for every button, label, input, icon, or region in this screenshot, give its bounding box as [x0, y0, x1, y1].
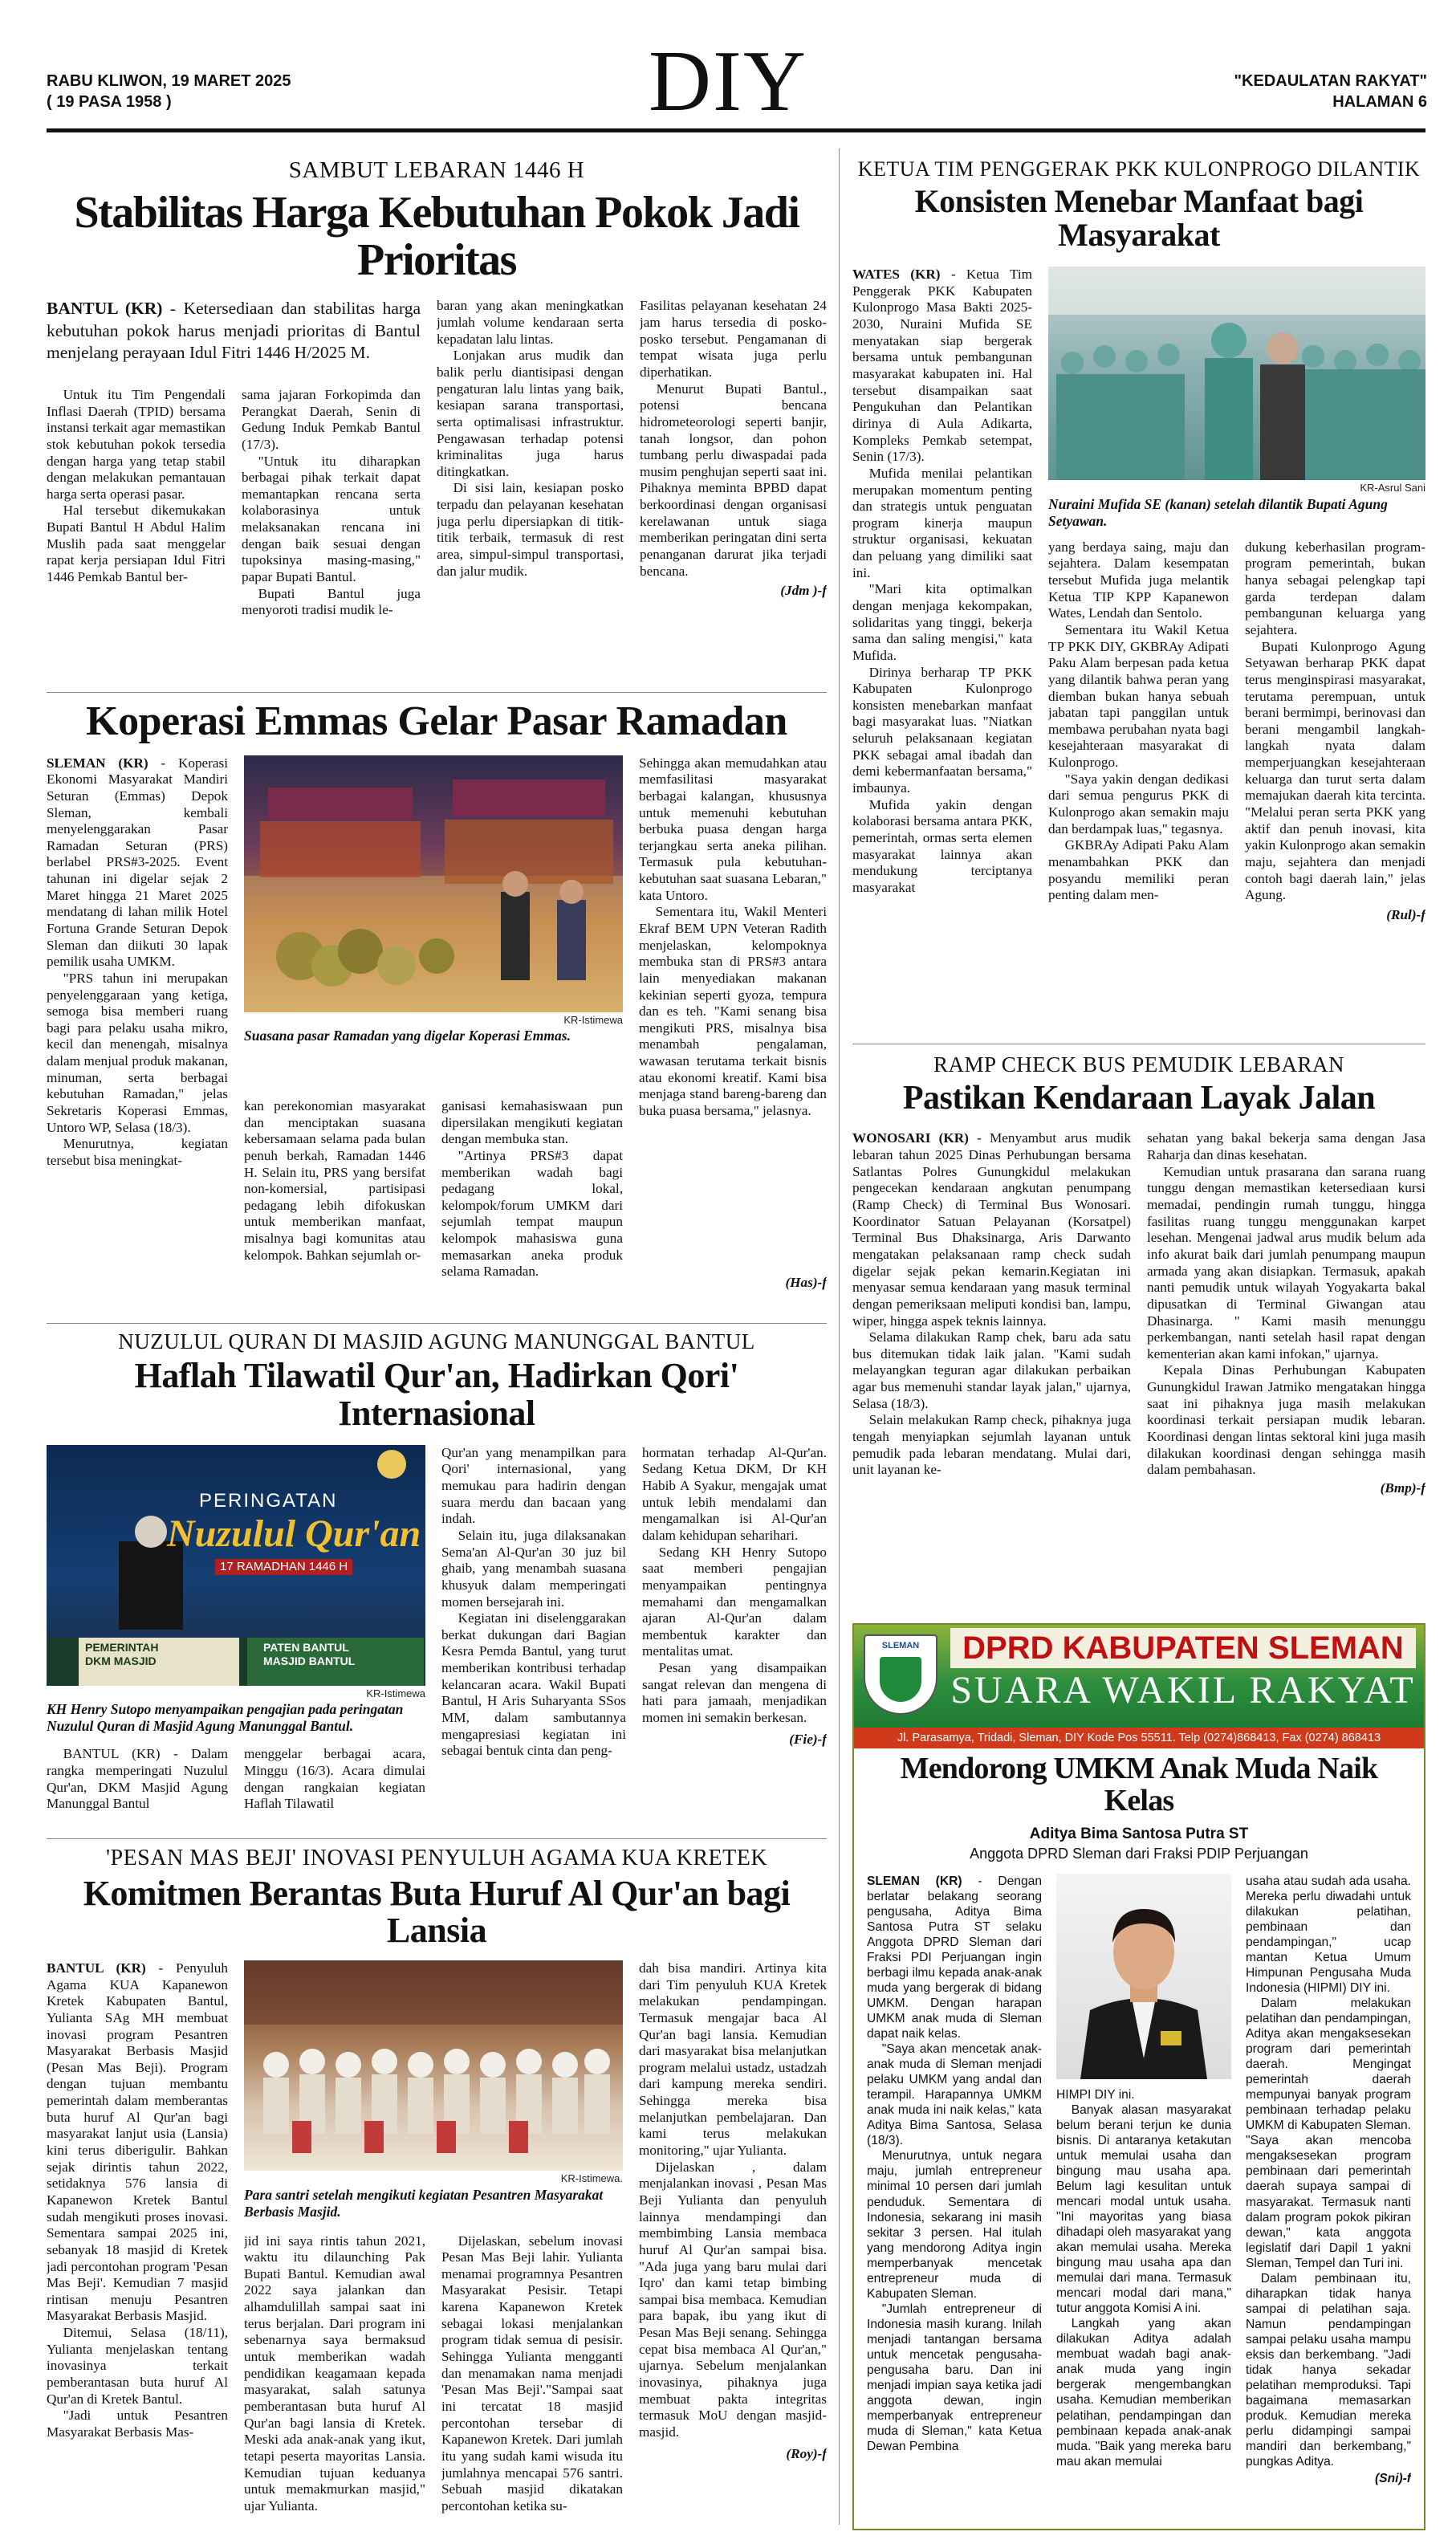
text-column: [852, 1130, 1131, 1496]
paragraph: yang berdaya saing, maju dan sejahtera. Dalam kesempatan tersebut Mufida juga melantik Ketua TIP KPP Kapanewon Wates, Lendah dan Sentolo.: [1048, 539, 1229, 621]
text-column: [1056, 2087, 1231, 2469]
article-headline: Komitmen Berantas Buta Huruf Al Qur'an bagi Lansia: [83, 1873, 791, 1950]
paragraph: "PRS tahun ini merupakan penyelenggaraan yang ketiga, semoga bisa memberi ruang bagi para pelaku usaha mikro, kecil dan menengah, misalnya dalam menjual produk makanan, minuman, serta berbagai kebutuhan Ramadan," jelas Sekretaris Koperasi Emmas, Untoro WP, Selasa (18/3).: [47, 970, 228, 1135]
paragraph: Kepala Dinas Perhubungan Kabupaten Gunungkidul Irawan Jatmiko mengatakan hingga saat ini pihaknya juga masih melakukan koordinasi terkait persiapan mudik lebaran. Koordinasi dengan lintas sektoral kini juga masih dilakukan koordinasi dengan sehingga masih dalam pembahasan.: [1147, 1362, 1425, 1478]
paragraph: usaha atau sudah ada usaha. Mereka perlu diwadahi untuk dilakukan pelatihan, pembinaan dan pendampingan," ucap mantan Ketua Umum Himpunan Pengusaha Muda Indonesia (HIPMI) DIY ini.: [1246, 1874, 1411, 1996]
paragraph: Ditemui, Selasa (18/11), Yulianta menjelaskan tentang inovasinya terkait pemberantasan buta huruf Al Qur'an di Kretek Bantul.: [47, 2325, 228, 2407]
section-title: DIY: [649, 34, 807, 129]
article-headline: Stabilitas Harga Kebutuhan Pokok Jadi Prioritas: [74, 187, 799, 285]
article-pesan-mas-beji: [47, 1845, 827, 2527]
paragraph: Selain itu, juga dilaksanakan Sema'an Al-Qur'an 30 juz bil ghaib, yang menambah suasana khusyuk dalam memperingati momen bersejarah ini.: [441, 1527, 626, 1610]
paragraph: Bupati Bantul juga menyoroti tradisi mudik le-: [242, 585, 421, 618]
banner-footer-line: MASJID BANTUL: [263, 1654, 356, 1667]
logo-shield: [880, 1657, 921, 1702]
paragraph: sehatan yang bakal bekerja sama dengan Jasa Raharja dan dinas kesehatan.: [1147, 1130, 1425, 1163]
dateline: WONOSARI (KR): [852, 1130, 969, 1146]
article-ramp-check: [852, 1052, 1425, 1598]
author-sign: (Has)-f: [785, 1275, 827, 1290]
paragraph: "Jumlah entrepreneur di Indonesia masih kurang. Inilah menjadi tantangan bersama untuk mencetak pengusaha-pengusaha baru. Dan ini menjadi impian saya ketika jadi anggota dewan, ingin memperbanyak entrepreneur muda di Sleman," kata Ketua Dewan Pembina: [867, 2302, 1042, 2453]
text-column: [441, 2233, 623, 2515]
text-column: [244, 2233, 425, 2515]
paragraph: Di sisi lain, kesiapan posko terpadu dan pelayanan kesehatan juga perlu dipersiapkan di titik-titik terbaik, termasuk di rest area, simpul-simpul transportasi, dan jalur mudik.: [437, 480, 624, 579]
paragraph: WATES (KR) - Ketua Tim Penggerak PKK Kabupaten Kulonprogo Masa Bakti 2025-2030, Nuraini Mufida SE menyatakan siap bergerak bersama untuk pembangunan masyarakat kabupaten ini. Hal tersebut disampaikan saat Pengukuhan dan Pelantikan dirinya di Aula Adikarta, Kompleks Pemkab setempat, Senin (17/3).: [852, 267, 1032, 465]
photo-caption: Para santri setelah mengikuti kegiatan Pesantren Masyarakat Berbasis Masjid.: [244, 2186, 604, 2220]
page-number: HALAMAN 6: [1332, 93, 1427, 111]
paragraph: Qur'an yang menampilkan para Qori' internasional, yang memukau para hadirin dengan suara merdu dan bacaan yang indah.: [441, 1444, 626, 1527]
banner-footer-left: [85, 1641, 159, 1668]
article-headline: Haflah Tilawatil Qur'an, Hadirkan Qori' Internasional: [134, 1356, 739, 1433]
sleman-logo-icon: [864, 1634, 937, 1715]
text-column: [437, 298, 624, 619]
article-koperasi: [47, 697, 827, 1319]
issue-pasa-text: ( 19 PASA 1958 ): [47, 93, 172, 111]
paragraph: Untuk itu Tim Pengendali Inflasi Daerah (TPID) bersama instansi terkait agar memastikan stok kebutuhan pokok tersedia dengan harga yang tetap stabil dengan melakukan pemantauan harga serta operasi pasar.: [47, 386, 226, 502]
dateline: WATES (KR): [852, 267, 941, 283]
article-divider: [47, 692, 827, 693]
article-kicker: 'PESAN MAS BEJI' INOVASI PENYULUH AGAMA KUA KRETEK: [105, 1846, 768, 1870]
paragraph: BANTUL (KR) - Penyuluh Agama KUA Kapanewon Kretek Kabupaten Bantul, Yulianta SAg MH membuat inovasi program Pesantren Masyarakat Berbasis Masjid (Pesan Mas Beji). Program dengan tujuan membantu pemerintah dalam memberantas buta huruf Al Qur'an bagi masyarakat lanjut usia (Lansia) kini terus diberigulir. Bahkan sejak dirintis tahun 2022, setidaknya 576 lansia di Kapanewon Kretek Bantul sudah mengikuti proses inovasi. Sementara sampai 2025 ini, sebanyak 18 masjid di Kretek jadi percontohan program 'Pesan Mas Beji'. Kemudian 7 masjid rintisan menuju Pesantren Masyarakat Berbasis Masjid.: [47, 1960, 228, 2324]
market-photo: [244, 755, 623, 1012]
paragraph: Langkah yang akan dilakukan Aditya adalah membuat wadah bagi anak-anak muda yang ingin bergerak mengembangkan usaha. Kemudian memberikan pelatihan, pendampingan dan pembinaan kepada anak-anak muda. "Baik yang mereka baru mau akan memulai: [1056, 2317, 1231, 2469]
text-column: [47, 755, 228, 1170]
text-column: [244, 1098, 425, 1280]
article-kicker: SAMBUT LEBARAN 1446 H: [288, 157, 585, 183]
paragraph: WONOSARI (KR) - Menyambut arus mudik lebaran tahun 2025 Dinas Perhubungan bersama Satlantas Polres Gunungkidul melakukan pengecekan kendaraan angkutan penumpang (Ramp Check) di Terminal Bus Wonosari. Koordinator Satuan Pelayanan (Korsatpel) Terminal Bus Dhaksinarga, Aris Darwanto mengatakan pelaksanaan ramp check sudah digelar sejak pekan kemarin.Kegiatan ini menyasar semua kendaraan yang masuk terminal dengan pemeriksaan meliputi kondisi ban, lampu, wiper, hingga aspek teknis lainnya.: [852, 1130, 1131, 1329]
byline-name: Aditya Bima Santosa Putra ST: [1029, 1825, 1249, 1842]
photo-caption: Nuraini Mufida SE (kanan) setelah dilantik Bupati Agung Setyawan.: [1048, 495, 1388, 529]
photo-caption: KH Henry Sutopo menyampaikan pengajian pada peringatan Nuzulul Quran di Masjid Agung Manunggal Bantul.: [47, 1701, 404, 1735]
article-headline: Mendorong UMKM Anak Muda Naik Kelas: [900, 1752, 1378, 1817]
paragraph: SLEMAN (KR) - Dengan berlatar belakang seorang pengusaha, Aditya Bima Santosa Putra ST selaku Anggota DPRD Sleman dari Fraksi PDI Perjuangan ingin berbagi ilmu kepada anak-anak muda yang bergerak di bidang UMKM. Dengan harapan UMKM anak muda di Sleman dapat naik kelas.: [867, 1874, 1042, 2041]
santri-photo: [244, 1960, 623, 2171]
paragraph: jid ini saya rintis tahun 2021, waktu itu dilaunching Pak Bupati Bantul. Kemudian awal 2022 saya jalankan dan alhamdulillah sampai saat ini terus berjalan. Dari program ini sebenarnya saya bermaksud untuk memberikan wadah pendidikan keagamaan kepada masyarakat, salah satunya pemberantasan buta huruf Al Qur'an bagi lansia di Kretek. Meski ada anak-anak yang ikut, tetapi peserta mayoritas Lansia. Kemudian tujuan keduanya untuk memakmurkan masjid," ujar Yulianta.: [244, 2233, 425, 2513]
paragraph: Banyak alasan masyarakat belum berani terjun ke dunia bisnis. Di antaranya ketakutan untuk memulai usaha dan bingung mau usaha apa. Belum lagi kesulitan untuk mencari modal untuk usaha. "Ini mayoritas yang biasa dihadapi oleh masyarakat yang akan memulai usaha. Mereka bingung mau usaha apa dan memulai dari mana. Termasuk mencari modal dari mana," tutur anggota Komisi A ini.: [1056, 2103, 1231, 2316]
paragraph: Bupati Kulonprogo Agung Setyawan berharap PKK dapat terus menginspirasi masyarakat, terutama perempuan, untuk berani bermimpi, berinovasi dan berani mengambil langkah-langkah nyata dalam memperjuangkan kesejahteraan keluarga dan turut serta dalam memajukan daerah kita tercinta. "Melalui peran serta PKK yang aktif dan penuh inovasi, kita yakin Kulonprogo akan semakin maju, sejahtera dan menjadi contoh bagi daerah lain," jelas Agung.: [1245, 638, 1425, 903]
text-column: [47, 1746, 228, 1813]
paragraph: dukung keberhasilan program-program pemerintah, bukan hanya sebagai pelengkap tapi garda terdepan dalam pembangunan keluarga yang sejahtera.: [1245, 539, 1425, 637]
paragraph: "Artinya PRS#3 dapat memberikan wadah bagi pedagang lokal, kelompok/forum UMKM dari sejumlah tempat maupun kelompok mahasiswa guna memasarkan aneka produk selama Ramadan.: [441, 1147, 623, 1280]
paragraph: "Untuk itu diharapkan berbagai pihak terkait dapat memantapkan rencana serta kolaborasinya untuk melaksanakan rencana ini dengan baik sesuai dengan tupoksinya masing-masing," papar Bupati Bantul.: [242, 453, 421, 584]
photo-credit: KR-Asrul Sani: [1360, 482, 1425, 495]
santri-scene-svg: [244, 1960, 623, 2171]
dateline: SLEMAN (KR): [47, 755, 148, 771]
text-column: [852, 267, 1032, 923]
dprd-advertorial: [852, 1623, 1425, 2530]
photo-credit: KR-Istimewa.: [560, 2171, 623, 2184]
paragraph: "Saya yakin dengan dedikasi dari semua pengurus PKK di Kulonprogo akan semakin maju dan berdampak luas," tegasnya.: [1048, 771, 1229, 836]
paragraph: Kegiatan ini diselenggarakan berkat dukungan dari Bagian Kesra Pemda Bantul, yang turut memberikan kontribusi terhadap kelancaran acara. Wakil Bupati Bantul, H Aris Suharyanta SSos MM, dalam sambutannya mengapresiasi kegiatan ini sebagai bentuk cinta dan peng-: [441, 1610, 626, 1759]
paragraph: Selain melakukan Ramp check, pihaknya juga tengah menyiapkan sejumlah layanan untuk pemudik pada lebaran mendatang. Mulai dari, unit layanan ke-: [852, 1412, 1131, 1478]
paragraph: Menurut Bupati Bantul., potensi bencana hidrometeorologi seperti banjir, tanah longsor, dan pohon tumbang perlu diwaspadai pada musim penghujan seperti saat ini. Pihaknya meminta BPBD dapat berkoordinasi dengan organisasi kerelawanan untuk siaga memberikan peringatan dini serta penanganan darurat jika terjadi bencana.: [640, 381, 827, 579]
author-sign: (Fie)-f: [789, 1731, 827, 1747]
photo-caption: Suasana pasar Ramadan yang digelar Koperasi Emmas.: [244, 1028, 571, 1044]
pkk-photo: [1048, 267, 1425, 480]
paragraph: Mufida menilai pelantikan merupakan momentum penting dan strategis untuk penguatan program kinerja maupun struktur organisasi, kekuatan dan peluang yang dimiliki saat ini.: [852, 465, 1032, 580]
paragraph: sama jajaran Forkopimda dan Perangkat Daerah, Senin di Gedung Induk Pemkab Bantul (17/3).: [242, 386, 421, 452]
paragraph: HIMPI DIY ini.: [1056, 2088, 1135, 2102]
text-column: [642, 1445, 827, 1813]
dprd-subtitle: SUARA WAKIL RAKYAT: [950, 1669, 1416, 1712]
paragraph: Dijelaskan , dalam menjalankan inovasi , Pesan Mas Beji Yulianta dan penyuluh lainnya mendampingi dan membimbing Lansia membaca huruf Al Qur'an sampai bisa. "Ada juga yang baru mulai dari Iqro' dan kami tetap bimbing sampai bisa membaca. Kemudian para bapak, ibu yang ikut di Pesan Mas Beji senang. Sehingga cepat bisa membaca Al Qur'an," ujarnya. Sebelum menjalankan inovasinya, pihaknya juga membuat pakta integritas termasuk MoU dengan masjid-masjid.: [639, 2159, 827, 2440]
paragraph: Hal tersebut dikemukakan Bupati Bantul H Abdul Halim Muslih pada saat menggelar rapat kerja persiapan Idul Fitri 1446 Pemkab Bantul ber-: [47, 503, 226, 584]
banner-date: 17 RAMADHAN 1446 H: [215, 1559, 352, 1575]
banner-footer-right: [263, 1641, 355, 1668]
dateline: BANTUL (KR): [47, 299, 163, 319]
author-sign: (Roy)-f: [786, 2445, 827, 2461]
text-column: [47, 387, 226, 619]
byline-role: Anggota DPRD Sleman dari Fraksi PDIP Perjuangan: [970, 1845, 1308, 1862]
paragraph: Fasilitas pelayanan kesehatan 24 jam harus tersedia di posko-posko tersebut. Pengamanan di tempat wisata juga perlu diperhatikan.: [640, 298, 827, 380]
paragraph: Sehingga akan memudahkan atau memfasilitasi masyarakat berbagai kalangan, khususnya untuk memenuhi kebutuhan berbuka puasa dengan harga terjangkau serta aneka pilihan. Termasuk pula kebutuhan-kebutuhan saat suasana Lebaran," kata Untoro.: [639, 755, 827, 903]
article-divider: [47, 1323, 827, 1324]
paragraph: SLEMAN (KR) - Koperasi Ekonomi Masyarakat Mandiri Seturan (Emmas) Depok Sleman, kembali menyelenggarakan Pasar Ramadan Seturan (PRS) berlabel PRS#3-2025. Event tahunan ini digelar sejak 2 Maret hingga 21 Maret 2025 mendatang di lahan milik Hotel Fortuna Grande Seturan Depok Sleman dan diikuti 30 lapak pemilik usaha UMKM.: [47, 755, 228, 970]
text-column: [640, 298, 827, 619]
paragraph: ganisasi kemahasiswaan pun dipersilakan mengikuti kegiatan dengan membuka stan.: [441, 1098, 623, 1147]
paragraph: Sementara itu, Wakil Menteri Ekraf BEM UPN Veteran Radith menjelaskan, kelompoknya membuka stan di PRS#3 antara lain menyediakan makanan kekinian seperti gyoza, tempura dan es teh. "Kami senang bisa mengikuti PRS, misalnya bisa menambah pengalaman, wawasan terutama terkait bisnis atau ekonomi kreatif. Kami bisa menjaga stand bareng-bareng dan buka puasa bersama," jelasnya.: [639, 904, 827, 1119]
paragraph: Sementara itu Wakil Ketua TP PKK DIY, GKBRAy Adipati Paku Alam berpesan pada ketua yang dilantik bahwa peran yang diemban bukan hanya sebuah jabatan tapi panggilan untuk membawa perubahan nyata bagi kesejahteraan masyarakat di Kulonprogo.: [1048, 621, 1229, 771]
dprd-banner: [854, 1625, 1424, 1728]
banner-footer-line: DKM MASJID: [85, 1654, 157, 1667]
paragraph: "Saya akan mencetak anak-anak muda di Sleman menjadi pelaku UMKM yang andal dan terampil. Harapannya UMKM anak muda ini naik kelas," kata Aditya Bima Santosa, Selasa (18/3).: [867, 2042, 1042, 2148]
paragraph: Menurutnya, kegiatan tersebut bisa meningkat-: [47, 1136, 228, 1168]
text-column: [639, 755, 827, 1170]
article-headline: Pastikan Kendaraan Layak Jalan: [902, 1080, 1376, 1117]
paragraph: Kemudian untuk prasarana dan sarana ruang tunggu dengan memastikan ketersediaan kursi memadai, pendingin rumah tunggu, hingga fasilitas ruang tunggu menggunakan karpet lesehan. Mengenai jadwal arus mudik belum ada info akurat baik dari jumlah penumpang maupun armada yang akan disiapkan. Termasuk, apakah nanti pemudik untuk wilayah Yogyakarta bakal dipusatkan di Terminal Giwangan atau Dhasinarga. " Kami masih menunggu perkembangan, nanti setelah hasil rapat dengan kementerian akan kami infokan," ujarnya.: [1147, 1163, 1425, 1362]
paragraph: dah bisa mandiri. Artinya kita dari Tim penyuluh KUA Kretek melakukan pendampingan. Termasuk mengajar baca Al Qur'an bagi lansia. Kemudian dari masyarakat bisa melanjutkan program melalui ustadz, ustadzah dari kampung mereka sendiri. Sehingga mereka bisa melanjutkan pembelajaran. Dan kami terus melakukan monitoring," ujar Yulianta.: [639, 1960, 827, 2159]
dprd-address: Jl. Parasamya, Tridadi, Sleman, DIY Kode Pos 55511. Telp (0274)868413, Fax (0274) 868413: [854, 1728, 1424, 1748]
banner-footer-line: PEMERINTAH: [85, 1640, 159, 1654]
paragraph: "Mari kita optimalkan dengan menjaga kekompakan, solidaritas yang tinggi, bekerja sama dan saling mengisi," kata Mufida.: [852, 581, 1032, 663]
paragraph: Dijelaskan, sebelum inovasi Pesan Mas Beji lahir. Yulianta menamai programnya Pesantren Masyarakat Pesisir. Tetapi karena Kapanewon Kretek sebagai lokasi menjalankan program tidak semua di pesisir. Sehingga Yulianta mengganti dan menamakan nama menjadi 'Pesan Mas Beji'."Sampai saat ini tercatat 18 masjid percontohan tersebar di Kapanewon Kretek. Dari jumlah itu yang sudah kami wisuda itu jumlahnya mencapai 576 santri. Sebuah masjid dikatakan percontohan ketika su-: [441, 2233, 623, 2513]
issue-date-text: RABU KLIWON, 19 MARET 2025: [47, 72, 291, 90]
text-column: [1245, 539, 1425, 924]
text-column: [867, 1874, 1042, 2486]
dateline: SLEMAN (KR): [867, 1874, 962, 1889]
text-column: [441, 1098, 623, 1280]
article-nuzulul: [47, 1329, 827, 1838]
article-lead: [47, 298, 421, 364]
aditya-portrait: [1056, 1874, 1231, 2079]
text-column: [242, 387, 421, 619]
paragraph: Mufida yakin dengan kolaborasi bersama antara PKK, pemerintah, ormas serta elemen masyarakat lainnya akan mendukung terciptanya masyarakat: [852, 796, 1032, 895]
author-sign: (Bmp)-f: [1380, 1480, 1425, 1496]
paragraph: kan perekonomian masyarakat dan menciptakan suasana kebersamaan selama pada bulan penuh berkah, Ramadan 1446 H. Selain itu, PRS yang bersifat non-komersial, partisipasi pedagang lebih difokuskan untuk memberikan manfaat, misalnya bagi komunitas atau kelompok. Bahkan sejumlah or-: [244, 1098, 425, 1263]
paragraph: Dalam pembinaan itu, diharapkan tidak hanya sampai di pelatihan saja. Namun pendampingan sampai pelaku usaha mampu eksis dan berkembang. "Jadi tidak hanya sekadar pelatihan memproduksi. Tapi bagaimana memasarkan produk. Kemudian mereka perlu didampingi sampai mandiri dan berkembang," pungkas Aditya.: [1246, 2271, 1411, 2469]
banner-footer-line: PATEN BANTUL: [263, 1640, 349, 1654]
article-pkk: [852, 157, 1425, 1040]
article-kicker: RAMP CHECK BUS PEMUDIK LEBARAN: [933, 1052, 1345, 1077]
article-divider: [47, 1838, 827, 1839]
article-stabilitas: [47, 157, 827, 686]
text-column: [47, 1960, 228, 2514]
author-sign: (Jdm )-f: [780, 583, 827, 599]
banner-title: Nuzulul Qur'an: [167, 1512, 421, 1555]
market-scene-svg: [244, 755, 623, 1012]
pkk-scene-svg: [1048, 267, 1425, 480]
author-sign: (Rul)-f: [1386, 906, 1425, 922]
newspaper-motto: "KEDAULATAN RAKYAT": [1234, 72, 1427, 90]
dateline: BANTUL (KR): [47, 1960, 146, 1976]
paragraph: Selama dilakukan Ramp chek, baru ada satu bus ditemukan tidak laik jalan. "Kami sudah melayangkan teguran agar dilakukan perbaikan agar bus memenuhi standar layak jalan," ujarnya, Selasa (18/3).: [852, 1329, 1131, 1411]
text-column: [1246, 1874, 1411, 2486]
dprd-title: DPRD KABUPATEN SLEMAN: [950, 1628, 1416, 1668]
paragraph: Dalam melakukan pelatihan dan pendampingan, Aditya akan mengaksesekan program dari pemerintah daerah. Mengingat pemerintah daerah mempunyai banyak program pembinaan terhadap pelaku UMKM di Kabupaten Sleman. "Saya akan mencoba mengaksesekan program pembinaan dari pemerintah daerah supaya sampai di masyarakat. Termasuk nanti dalam program pokok pikiran dewan," kata anggota legislatif dari Dapil 1 yakni Sleman, Tempel dan Turi ini.: [1246, 1996, 1411, 2270]
article-headline: Koperasi Emmas Gelar Pasar Ramadan: [86, 698, 787, 744]
text-column: [244, 1746, 425, 1813]
paragraph: BANTUL (KR) - Dalam rangka memperingati Nuzulul Qur'an, DKM Masjid Agung Manunggal Bantul: [47, 1746, 228, 1812]
article-headline: Konsisten Menebar Manfaat bagi Masyarakat: [914, 183, 1364, 254]
paragraph: Lonjakan arus mudik dan balik perlu diantisipasi dengan pengaturan lalu lintas yang baik, kesiapan sarana transportasi, serta optimalisasi infrastruktur. Pengawasan terhadap potensi kriminalitas juga harus ditingkatkan.: [437, 348, 624, 479]
text-column: [441, 1445, 626, 1813]
text-column: [1147, 1130, 1425, 1496]
paragraph: "Jadi untuk Pesantren Masyarakat Berbasis Mas-: [47, 2408, 228, 2440]
paragraph: Dirinya berharap TP PKK Kabupaten Kulonprogo konsisten menebarkan manfaat bagi masyarakat luas. "Niatkan seluruh pelaksanaan kegiatan PKK sebagai amal ibadah dan demi kebermanfaatan bersama," imbaunya.: [852, 664, 1032, 796]
paragraph: baran yang akan meningkatkan jumlah volume kendaraan serta kepadatan lalu lintas.: [437, 298, 624, 347]
header-rule: [47, 128, 1425, 132]
paragraph: GKBRAy Adipati Paku Alam menambahkan PKK dan posyandu memiliki peran penting dalam men-: [1048, 837, 1229, 903]
photo-credit: KR-Istimewa: [366, 1687, 425, 1699]
article-kicker: NUZULUL QURAN DI MASJID AGUNG MANUNGGAL BANTUL: [118, 1329, 755, 1353]
paragraph: menggelar berbagai acara, Minggu (16/3). Acara dimulai dengan rangkaian kegiatan Haflah Tilawatil: [244, 1746, 425, 1812]
text-column: [639, 1960, 827, 2514]
nuzulul-photo: [47, 1445, 425, 1686]
author-sign: (Sni)-f: [1374, 2471, 1411, 2485]
paragraph: Menurutnya, untuk negara maju, jumlah entrepreneur minimal 10 persen dari jumlah penduduk. Sementara di Indonesia, sekarang ini masih sekitar 3 persen. Hal itulah yang mendorong Aditya ingin memperbanyak mencetak entrepreneur muda di Kabupaten Sleman.: [867, 2149, 1042, 2301]
paragraph: Sedang KH Henry Sutopo saat memberi pengajian menyampaikan pentingnya memahami dan mengamalkan ajaran Al-Qur'an dalam membentuk karakter dan mentalitas umat.: [642, 1544, 827, 1659]
article-kicker: KETUA TIM PENGGERAK PKK KULONPROGO DILANTIK: [857, 157, 1421, 181]
photo-credit: KR-Istimewa: [563, 1013, 623, 1026]
lead-text: - Ketersediaan dan stabilitas harga kebutuhan pokok harus menjadi prioritas di Bantul menjelang perayaan Idul Fitri 1446 H/2025 M.: [47, 299, 421, 363]
text-column: [1048, 539, 1229, 924]
paragraph: Pesan yang disampaikan sangat relevan dan mengena di hati para jamaah, menjadikan momen ini semakin berkesan.: [642, 1660, 827, 1726]
center-divider: [839, 149, 840, 2525]
logo-text: SLEMAN: [881, 1641, 920, 1651]
page-info: [1234, 71, 1427, 112]
portrait-svg: [1056, 1874, 1231, 2079]
paragraph: hormatan terhadap Al-Qur'an. Sedang Ketua DKM, Dr KH Habib A Syakur, mengajak umat untuk lebih mendalami dan mengamalkan isi Al-Qur'an dalam kehidupan seharihari.: [642, 1444, 827, 1543]
banner-heading: PERINGATAN: [199, 1489, 338, 1512]
